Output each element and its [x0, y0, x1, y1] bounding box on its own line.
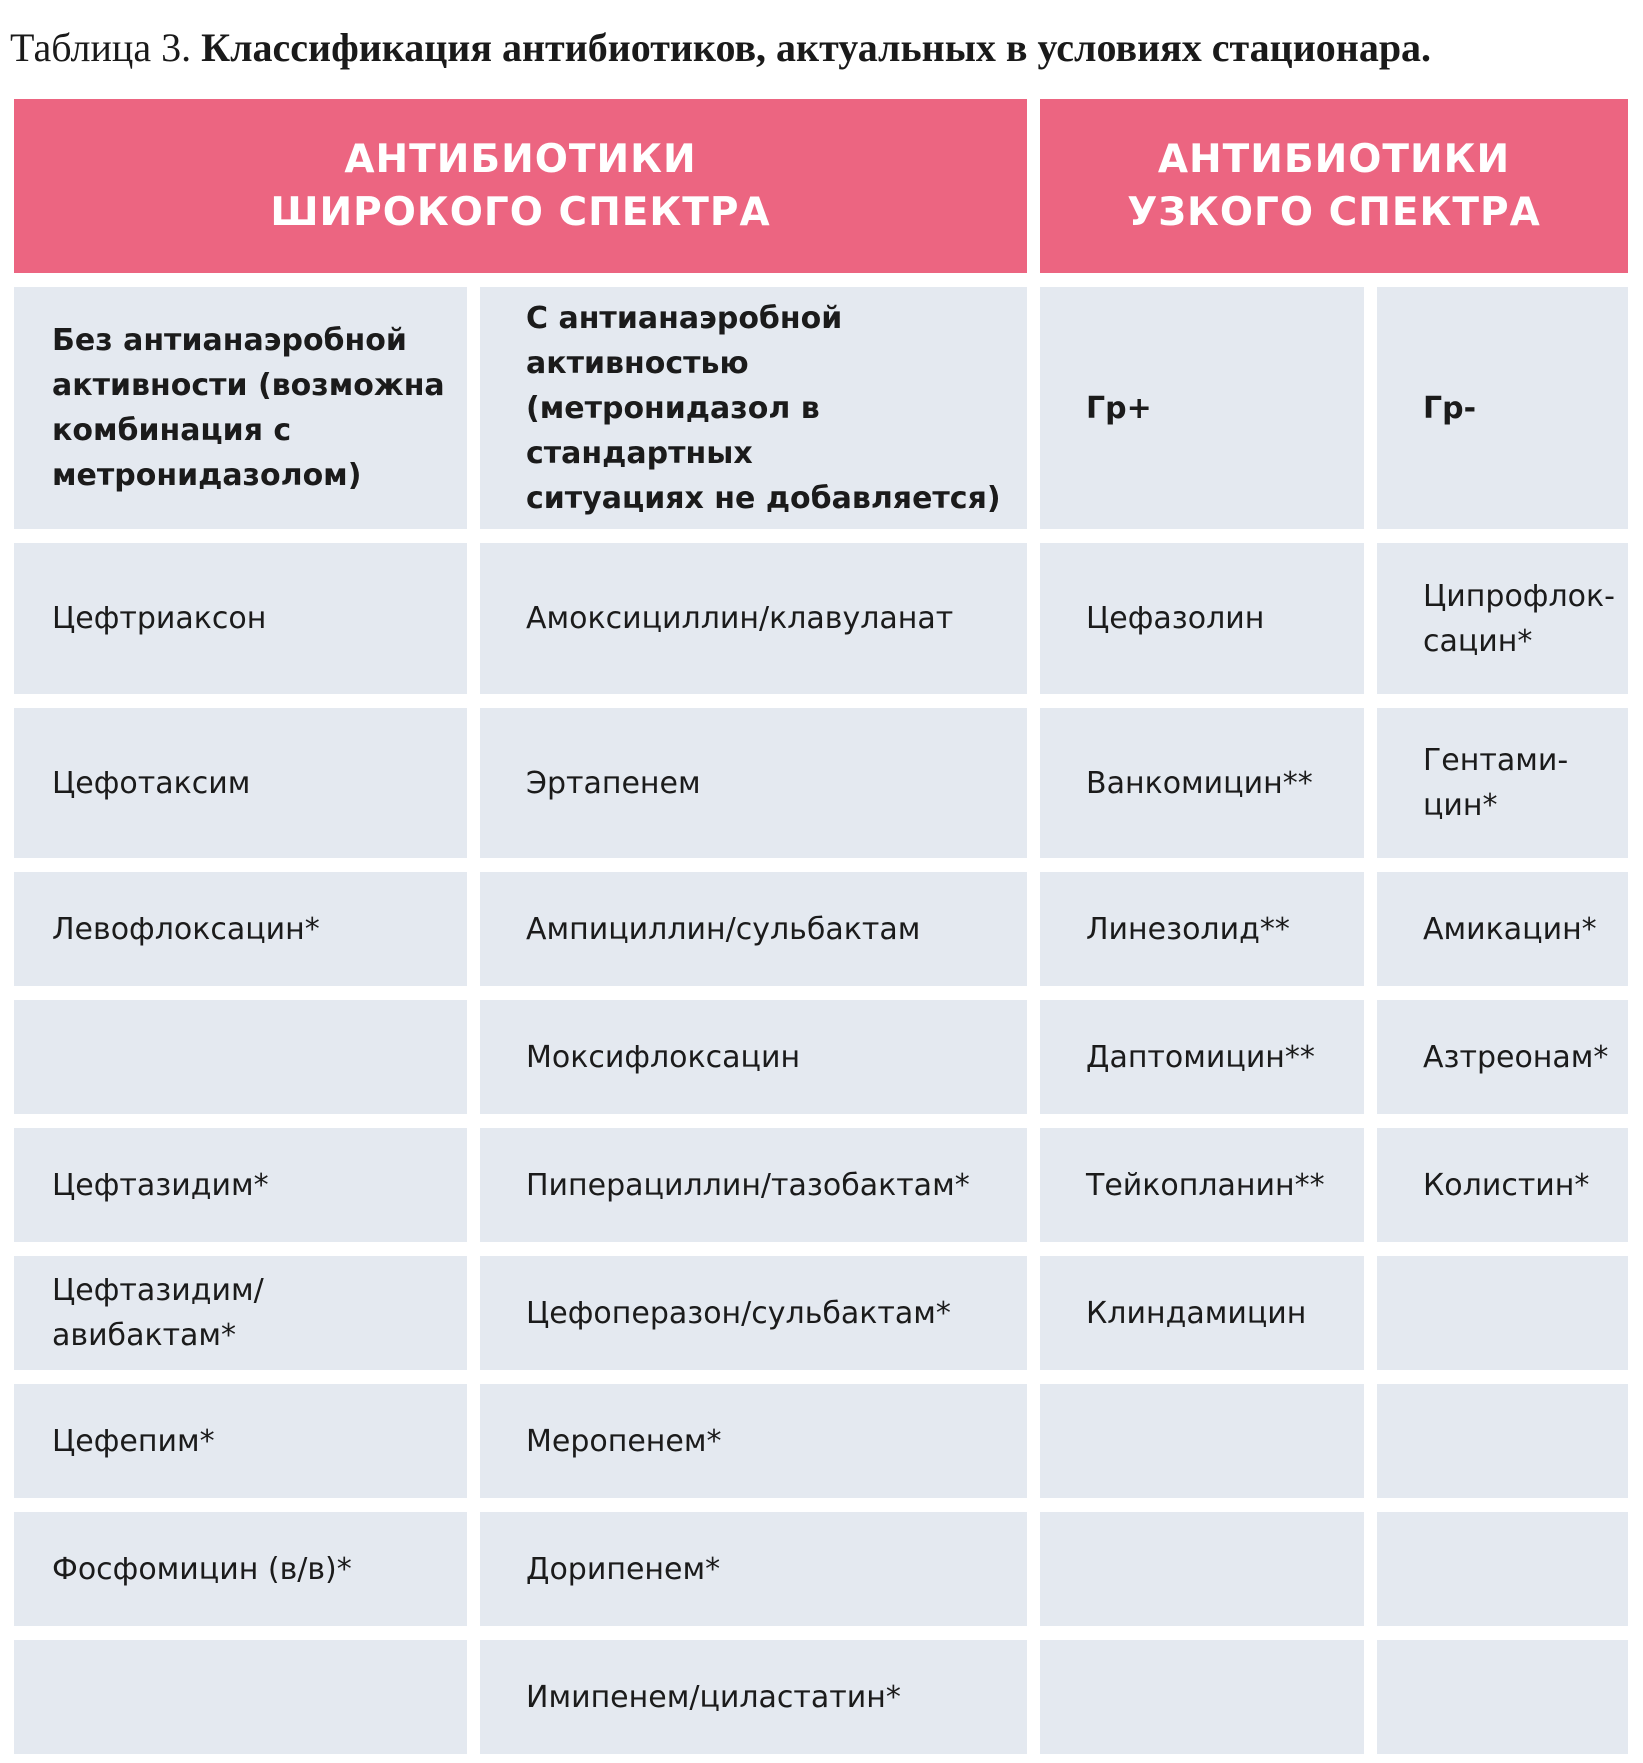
- table-cell: Ципрофлок- сацин*: [1377, 543, 1628, 694]
- table-cell: Цефоперазон/сульбактам*: [480, 1256, 1027, 1370]
- caption-label: Таблица 3.: [10, 25, 192, 70]
- table-cell: Цефтазидим*: [14, 1128, 467, 1242]
- caption-title: Классификация антибиотиков, актуальных в условиях стационара.: [201, 25, 1432, 70]
- table-cell: Левофлоксацин*: [14, 872, 467, 986]
- table-cell: Клиндамицин: [1040, 1256, 1364, 1370]
- table-cell: Цефотаксим: [14, 708, 467, 858]
- table-cell: Эртапенем: [480, 708, 1027, 858]
- table-cell: Гентами- цин*: [1377, 708, 1628, 858]
- table-cell: Амикацин*: [1377, 872, 1628, 986]
- table-cell: Колистин*: [1377, 1128, 1628, 1242]
- table-cell: [1040, 1384, 1364, 1498]
- subheader-antianaerobic: С антианаэробной активностью (метронидазол в стандартных ситуациях не добавляется): [480, 287, 1027, 529]
- table-cell: Пиперациллин/тазобактам*: [480, 1128, 1027, 1242]
- table-cell: Даптомицин**: [1040, 1000, 1364, 1114]
- table-cell: Имипенем/циластатин*: [480, 1640, 1027, 1754]
- table-cell: Меропенем*: [480, 1384, 1027, 1498]
- table-cell: [1040, 1512, 1364, 1626]
- table-cell: [1377, 1640, 1628, 1754]
- table-cell: Цефтриаксон: [14, 543, 467, 694]
- subheader-gram-positive: Гр+: [1040, 287, 1364, 529]
- table-cell: [1377, 1384, 1628, 1498]
- subheader-no-antianaerobic: Без антианаэробной активности (возможна комбинация с метронидазолом): [14, 287, 467, 529]
- table-cell: Дорипенем*: [480, 1512, 1027, 1626]
- table-cell: Азтреонам*: [1377, 1000, 1628, 1114]
- header-broad-spectrum: АНТИБИОТИКИ ШИРОКОГО СПЕКТРА: [14, 99, 1027, 273]
- table-cell: Цефтазидим/авибактам*: [14, 1256, 467, 1370]
- table-cell: Цефазолин: [1040, 543, 1364, 694]
- table-cell: [1377, 1256, 1628, 1370]
- table-cell: [1040, 1640, 1364, 1754]
- table-cell: [1377, 1512, 1628, 1626]
- table-cell: [14, 1640, 467, 1754]
- header-narrow-spectrum: АНТИБИОТИКИ УЗКОГО СПЕКТРА: [1040, 99, 1628, 273]
- table-cell: Амоксициллин/клавуланат: [480, 543, 1027, 694]
- table-cell: Цефепим*: [14, 1384, 467, 1498]
- table-cell: Тейкопланин**: [1040, 1128, 1364, 1242]
- table-cell: Ампициллин/сульбактам: [480, 872, 1027, 986]
- table-caption: [10, 18, 1630, 78]
- table-cell: Моксифлоксацин: [480, 1000, 1027, 1114]
- subheader-gram-negative: Гр-: [1377, 287, 1628, 529]
- antibiotics-table: [14, 99, 1629, 1763]
- table-cell: Ванкомицин**: [1040, 708, 1364, 858]
- table-cell: Фосфомицин (в/в)*: [14, 1512, 467, 1626]
- table-cell: Линезолид**: [1040, 872, 1364, 986]
- table-cell: [14, 1000, 467, 1114]
